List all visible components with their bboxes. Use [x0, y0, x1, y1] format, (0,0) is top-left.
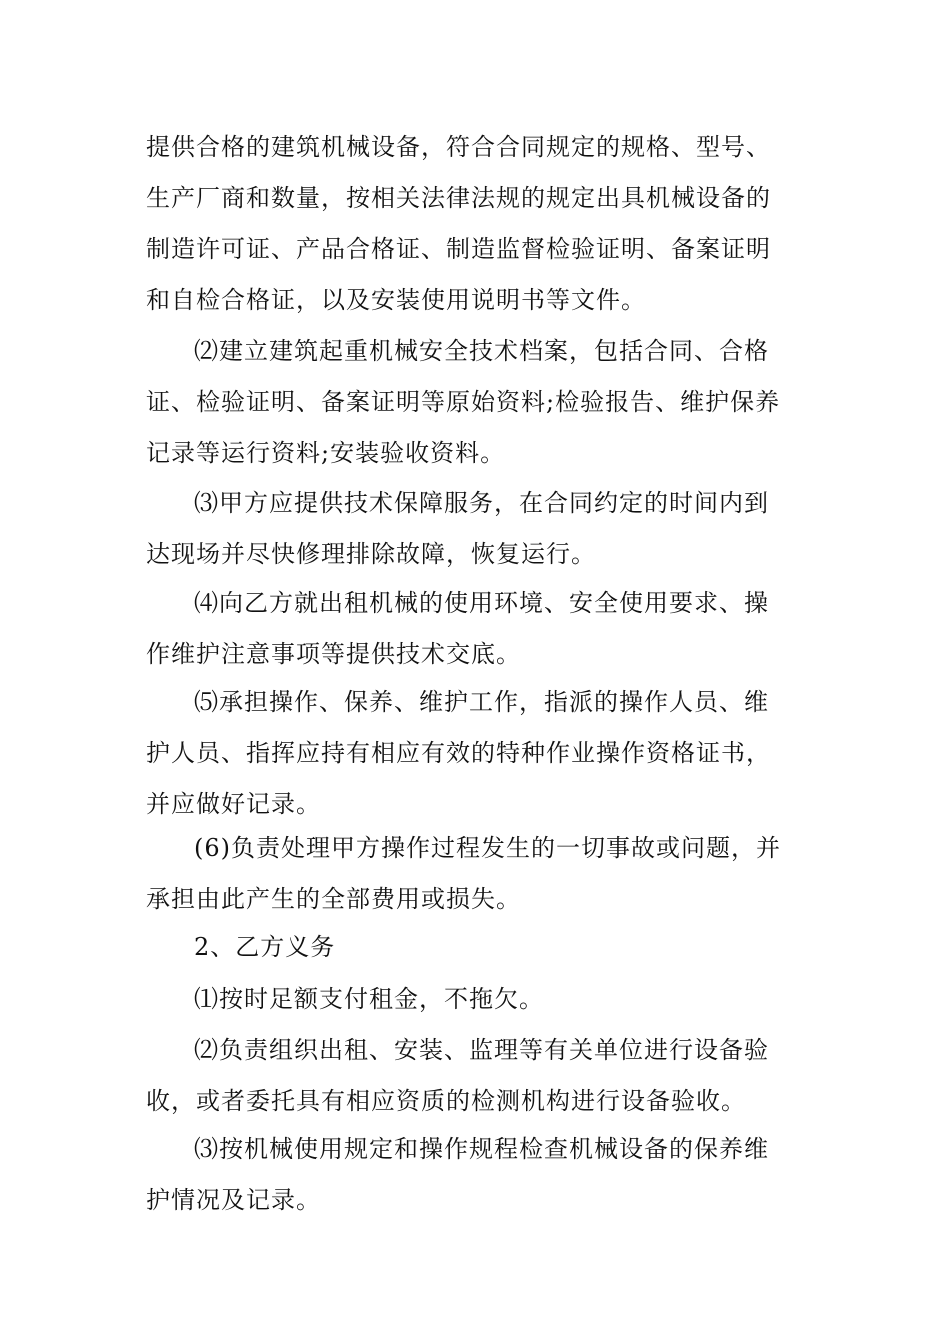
paragraph-lessee-item-3-inspection: [146, 1124, 818, 1226]
text-line: ⑵负责组织出租、安装、监理等有关单位进行设备验: [194, 1036, 769, 1064]
text-line: 收，或者委托具有相应资质的检测机构进行设备验收。: [146, 1087, 746, 1115]
text-line: 达现场并尽快修理排除故障，恢复运行。: [146, 540, 596, 568]
text-line: ⑷向乙方就出租机械的使用环境、安全使用要求、操: [194, 589, 769, 617]
text-line: ⑶按机械使用规定和操作规程检查机械设备的保养维: [194, 1135, 769, 1163]
text-line: ⑵建立建筑起重机械安全技术档案，包括合同、合格: [194, 337, 769, 365]
text-line: 护情况及记录。: [146, 1186, 321, 1214]
text-line: 护人员、指挥应持有相应有效的特种作业操作资格证书，: [146, 739, 771, 767]
text-line: 证、检验证明、备案证明等原始资料;检验报告、维护保养: [146, 388, 781, 416]
text-line: 和自检合格证，以及安装使用说明书等文件。: [146, 286, 646, 314]
text-line: ⑸承担操作、保养、维护工作，指派的操作人员、维: [194, 688, 769, 716]
paragraph-item-6-accident-handling: [146, 823, 818, 925]
paragraph-item-2-technical-archive: [146, 326, 818, 479]
text-line: 记录等运行资料;安装验收资料。: [146, 439, 506, 467]
text-line: 承担由此产生的全部费用或损失。: [146, 885, 521, 913]
paragraph-item-3-technical-support: [146, 478, 818, 580]
text-line: 制造许可证、产品合格证、制造监督检验证明、备案证明: [146, 235, 771, 263]
paragraph-lessor-equipment-provision: [146, 122, 818, 326]
paragraph-item-5-operation-maintenance: [146, 677, 818, 830]
text-line: 2、乙方义务: [194, 933, 336, 961]
text-line: 作维护注意事项等提供技术交底。: [146, 640, 521, 668]
text-line: ⑶甲方应提供技术保障服务，在合同约定的时间内到: [194, 489, 769, 517]
paragraph-lessee-item-2-acceptance: [146, 1025, 818, 1127]
text-line: 生产厂商和数量，按相关法律法规的规定出具机械设备的: [146, 184, 771, 212]
paragraph-lessee-item-1-rent: [146, 974, 818, 1025]
text-line: 并应做好记录。: [146, 790, 321, 818]
text-line: (6)负责处理甲方操作过程发生的一切事故或问题，并: [194, 834, 781, 862]
section-heading-lessee-obligations: [146, 922, 818, 973]
paragraph-item-4-technical-briefing: [146, 578, 818, 680]
text-line: ⑴按时足额支付租金，不拖欠。: [194, 985, 544, 1013]
text-line: 提供合格的建筑机械设备，符合合同规定的规格、型号、: [146, 133, 771, 161]
